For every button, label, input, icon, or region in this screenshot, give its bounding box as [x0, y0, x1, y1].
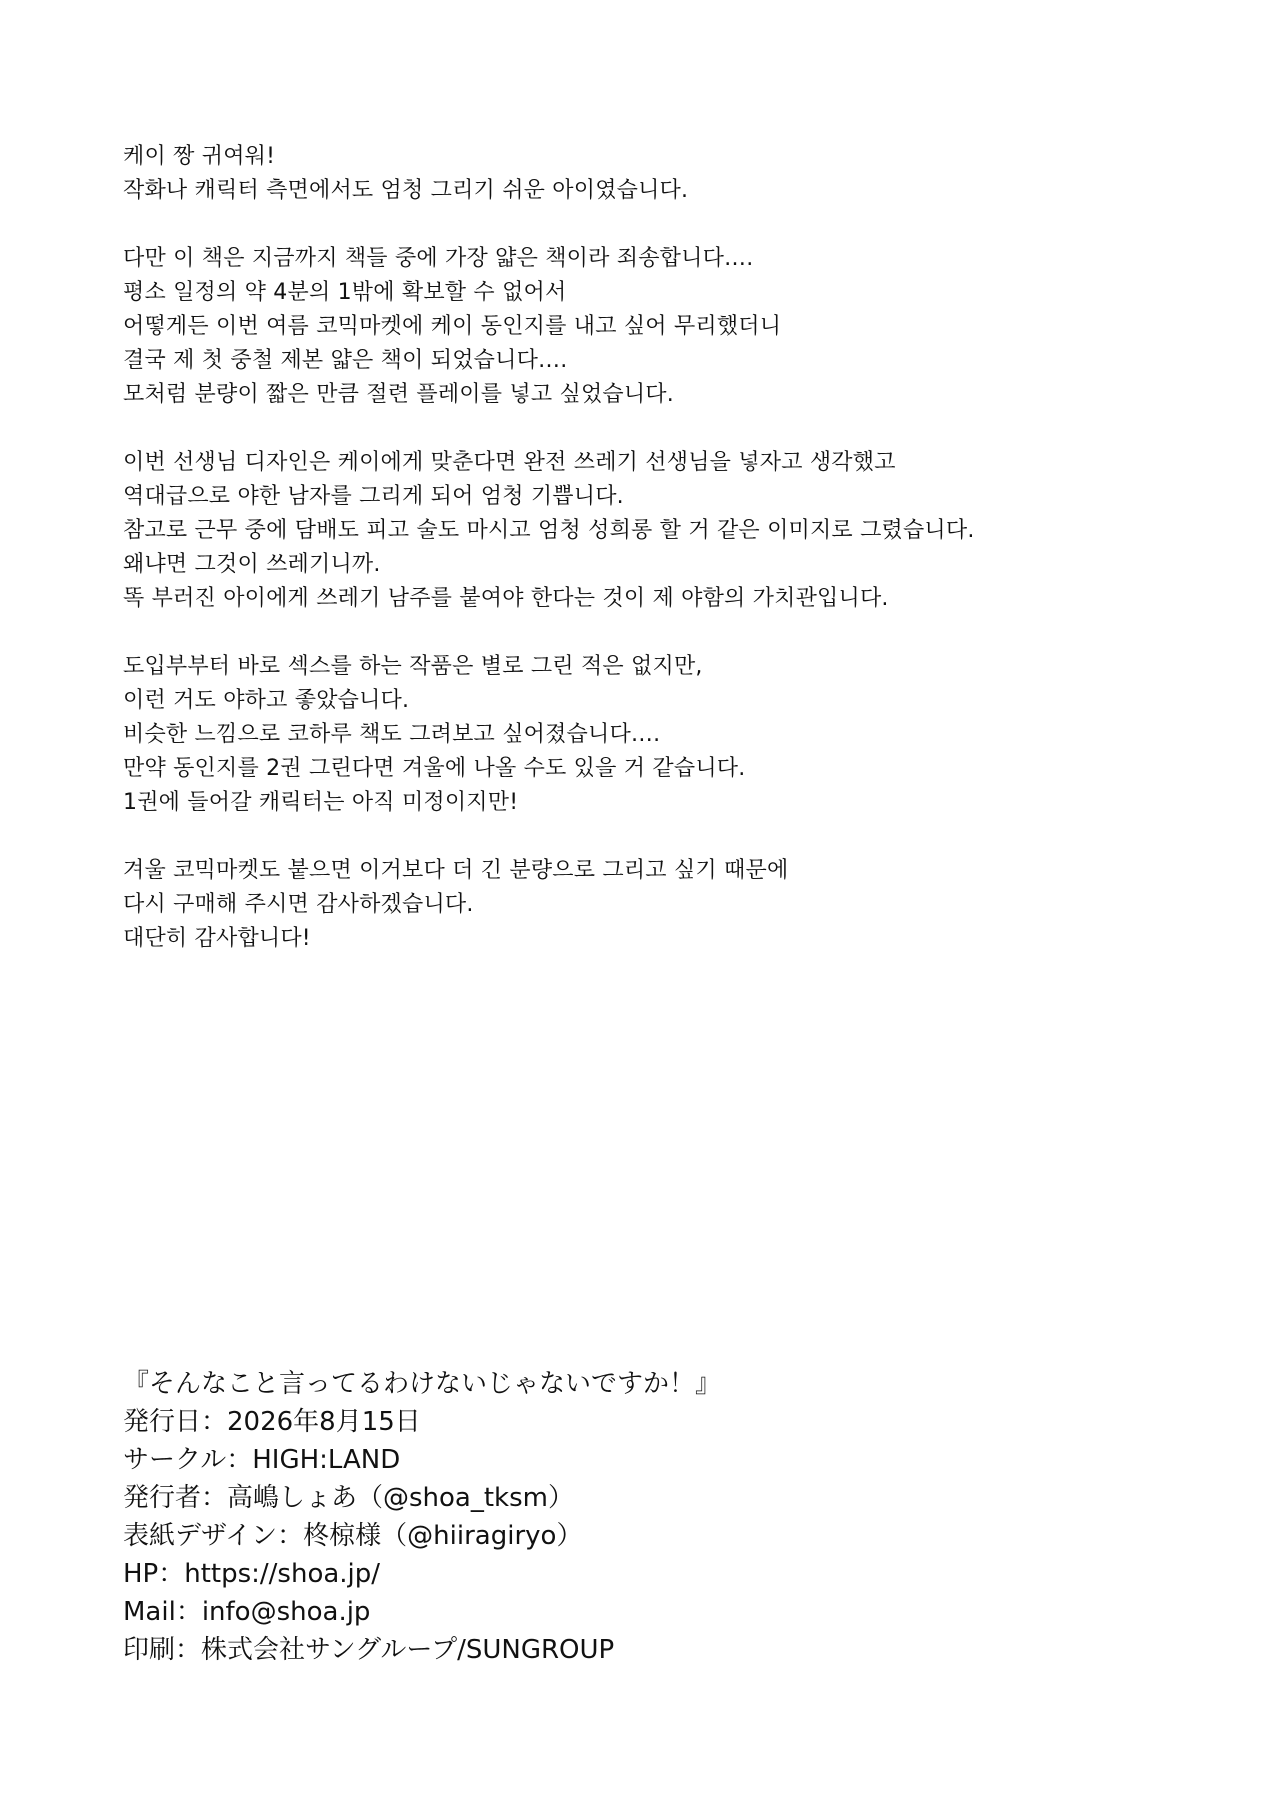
text-line: 어떻게든 이번 여름 코믹마켓에 케이 동인지를 내고 싶어 무리했더니: [123, 314, 782, 339]
text-line: 도입부부터 바로 섹스를 하는 작품은 별로 그린 적은 없지만,: [123, 654, 703, 679]
issue-date: 発行日：2026年8月15日: [123, 1407, 421, 1437]
text-line: 모처럼 분량이 짧은 만큼 절련 플레이를 넣고 싶었습니다.: [123, 382, 674, 407]
text-line: 다만 이 책은 지금까지 책들 중에 가장 얇은 책이라 죄송합니다….: [123, 246, 754, 271]
cover-design-credit: 表紙デザイン：柊椋様（@hiiragiryo）: [123, 1521, 583, 1551]
text-line: 대단히 감사합니다!: [123, 926, 311, 951]
publisher: 発行者：高嶋しょあ（@shoa_tksm）: [123, 1483, 574, 1513]
text-line: 이런 거도 야하고 좋았습니다.: [123, 688, 410, 713]
text-line: 평소 일정의 약 4분의 1밖에 확보할 수 없어서: [123, 280, 567, 305]
paragraph-3: [123, 446, 1163, 616]
text-line: 1권에 들어갈 캐릭터는 아직 미정이지만!: [123, 790, 519, 815]
text-line: 왜냐면 그것이 쓰레기니까.: [123, 552, 381, 577]
colophon: [123, 1365, 1163, 1669]
text-line: 만약 동인지를 2권 그린다면 겨울에 나올 수도 있을 거 같습니다.: [123, 756, 746, 781]
text-line: 똑 부러진 아이에게 쓰레기 남주를 붙여야 한다는 것이 제 야함의 가치관입니다.: [123, 586, 889, 611]
text-line: 비슷한 느낌으로 코하루 책도 그려보고 싶어졌습니다….: [123, 722, 661, 747]
text-line: 케이 짱 귀여워!: [123, 144, 276, 169]
afterword-text: [123, 140, 1163, 990]
printer-credit: 印刷：株式会社サングループ/SUNGROUP: [123, 1635, 615, 1665]
homepage-url: HP：https://shoa.jp/: [123, 1559, 381, 1589]
text-line: 역대급으로 야한 남자를 그리게 되어 엄청 기쁩니다.: [123, 484, 624, 509]
paragraph-1: [123, 140, 1163, 208]
circle-name: サークル：HIGH:LAND: [123, 1445, 401, 1475]
text-line: 참고로 근무 중에 담배도 피고 술도 마시고 엄청 성희롱 할 거 같은 이미지로 그렸습니다.: [123, 518, 975, 543]
text-line: 겨울 코믹마켓도 붙으면 이거보다 더 긴 분량으로 그리고 싶기 때문에: [123, 858, 789, 883]
paragraph-2: [123, 242, 1163, 412]
text-line: 다시 구매해 주시면 감사하겠습니다.: [123, 892, 474, 917]
text-line: 결국 제 첫 중철 제본 얇은 책이 되었습니다….: [123, 348, 568, 373]
text-line: 작화나 캐릭터 측면에서도 엄청 그리기 쉬운 아이였습니다.: [123, 178, 689, 203]
text-line: 이번 선생님 디자인은 케이에게 맞춘다면 완전 쓰레기 선생님을 넣자고 생각했고: [123, 450, 896, 475]
book-title: 『そんなこと言ってるわけないじゃないですか！』: [123, 1369, 722, 1399]
paragraph-5: [123, 854, 1163, 956]
contact-email: Mail：info@shoa.jp: [123, 1597, 371, 1627]
paragraph-4: [123, 650, 1163, 820]
